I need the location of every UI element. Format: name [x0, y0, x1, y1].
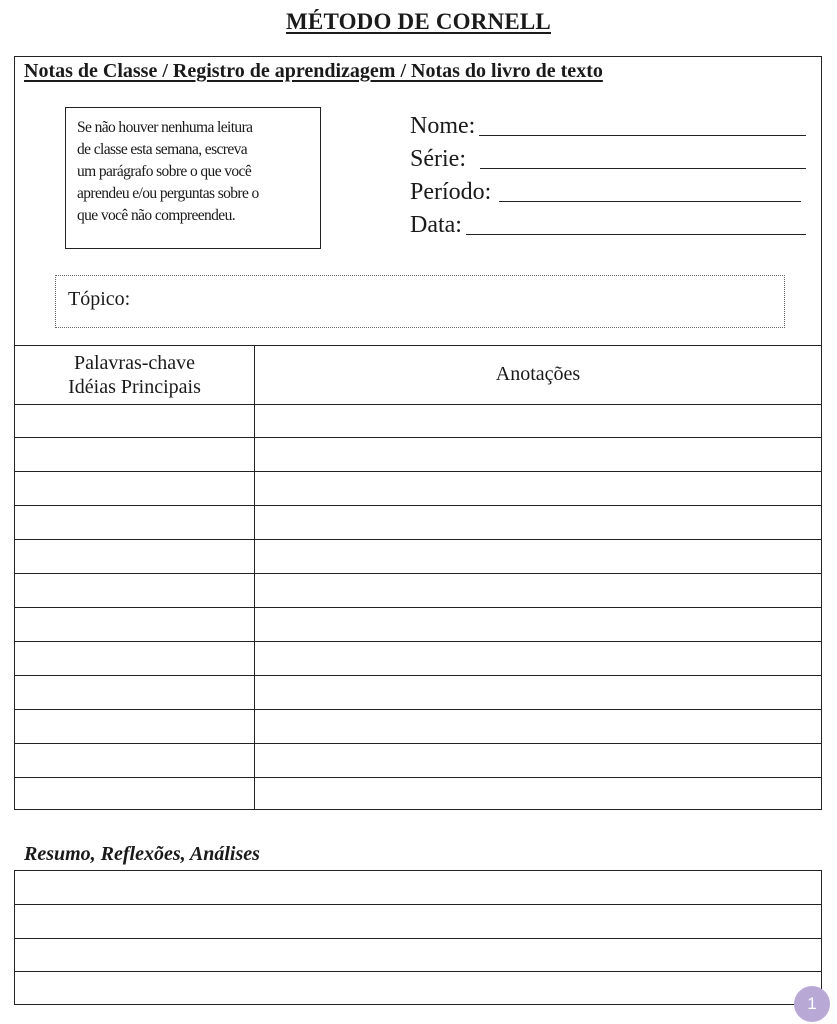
- table-row-line: [15, 404, 821, 405]
- instruction-line: que você não compreendeu.: [77, 207, 236, 224]
- summary-row-line: [15, 971, 821, 972]
- notes-header: Anotações: [495, 363, 581, 385]
- cornell-notes-table: [14, 346, 822, 810]
- summary-heading: Resumo, Reflexões, Análises: [24, 843, 260, 865]
- table-row-line: [15, 675, 821, 676]
- grade-field[interactable]: [410, 145, 806, 173]
- period-line[interactable]: [499, 201, 801, 202]
- table-row-line: [15, 607, 821, 608]
- instruction-line: um parágrafo sobre o que você: [77, 163, 252, 180]
- summary-box[interactable]: [14, 870, 822, 1005]
- date-line[interactable]: [466, 234, 806, 235]
- name-label: Nome:: [410, 113, 476, 139]
- table-row-line: [15, 641, 821, 642]
- keywords-header: Palavras-chave Idéias Principais: [68, 352, 201, 398]
- table-row-line: [15, 573, 821, 574]
- summary-row-line: [15, 938, 821, 939]
- table-row-line: [15, 471, 821, 472]
- table-row-line: [15, 539, 821, 540]
- table-row-line: [15, 709, 821, 710]
- topic-box[interactable]: [55, 275, 785, 328]
- section-heading: Notas de Classe / Registro de aprendizagem / Notas do livro de texto: [24, 60, 603, 82]
- table-row-line: [15, 777, 821, 778]
- page-title: MÉTODO DE CORNELL: [286, 9, 551, 34]
- name-line[interactable]: [479, 135, 806, 136]
- column-divider: [254, 346, 255, 809]
- summary-row-line: [15, 904, 821, 905]
- instruction-line: aprendeu e/ou perguntas sobre o: [77, 185, 259, 202]
- grade-line[interactable]: [480, 168, 806, 169]
- period-label: Período:: [410, 179, 492, 205]
- instruction-line: Se não houver nenhuma leitura: [77, 119, 253, 136]
- table-row-line: [15, 437, 821, 438]
- topic-label: Tópico:: [68, 288, 131, 310]
- date-field[interactable]: [410, 211, 806, 239]
- table-row-line: [15, 743, 821, 744]
- name-field[interactable]: [410, 112, 806, 140]
- table-row-line: [15, 505, 821, 506]
- date-label: Data:: [410, 212, 462, 238]
- period-field[interactable]: [410, 178, 801, 206]
- instruction-line: de classe esta semana, escreva: [77, 141, 248, 158]
- grade-label: Série:: [410, 146, 466, 172]
- instruction-box: [65, 107, 321, 249]
- page-number-badge: 1: [794, 986, 830, 1022]
